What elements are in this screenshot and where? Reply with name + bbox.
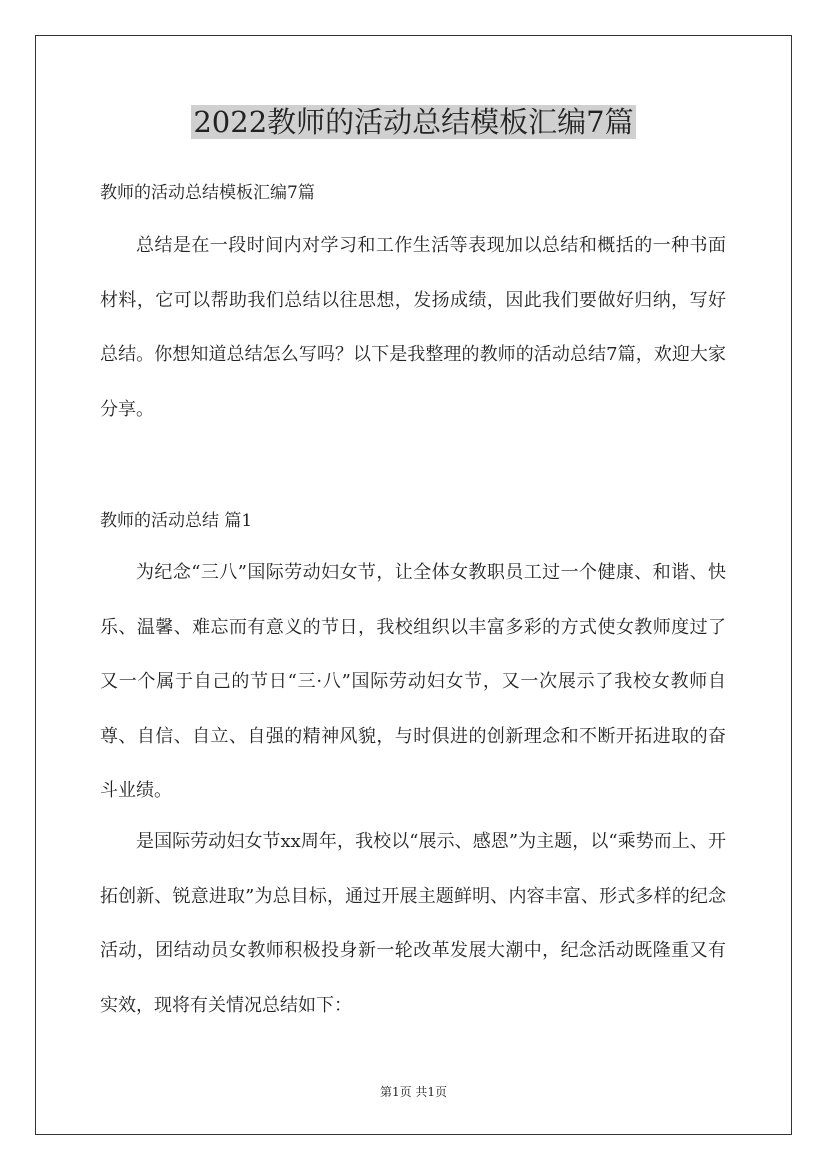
body-paragraph-1: 为纪念“三八”国际劳动妇女节，让全体女教职员工过一个健康、和谐、快乐、温馨、难忘而有意义的节日，我校组织以丰富多彩的方式使女教师度过了又一个属于自己的节日“三·八”国际劳动妇女节，又一次展示了我校女教师自尊、自信、自立、自强的精神风貌，与时俱进的创新理念和不断开拓进取的奋斗业绩。 bbox=[100, 562, 726, 801]
page-footer: 第1页 共1页 bbox=[379, 1085, 448, 1099]
section-heading: 教师的活动总结 篇1 bbox=[100, 511, 253, 531]
document-title-text: 2022教师的活动总结模板汇编7篇 bbox=[193, 105, 634, 139]
document-subtitle: 教师的活动总结模板汇编7篇 bbox=[100, 183, 315, 203]
body-paragraph-2: 是国际劳动妇女节xx周年，我校以“展示、感恩”为主题，以“乘势而上、开拓创新、锐意进取”为总目标，通过开展主题鲜明、内容丰富、形式多样的纪念活动，团结动员女教师积极投身新一轮改革发展大潮中，纪念活动既隆重又有实效，现将有关情况总结如下： bbox=[100, 831, 726, 1016]
document-title bbox=[0, 102, 827, 142]
intro-paragraph: 总结是在一段时间内对学习和工作生活等表现加以总结和概括的一种书面材料，它可以帮助我们总结以往思想，发扬成绩，因此我们要做好归纳，写好总结。你想知道总结怎么写吗？以下是我整理的教师的活动总结7篇，欢迎大家分享。 bbox=[100, 235, 726, 420]
